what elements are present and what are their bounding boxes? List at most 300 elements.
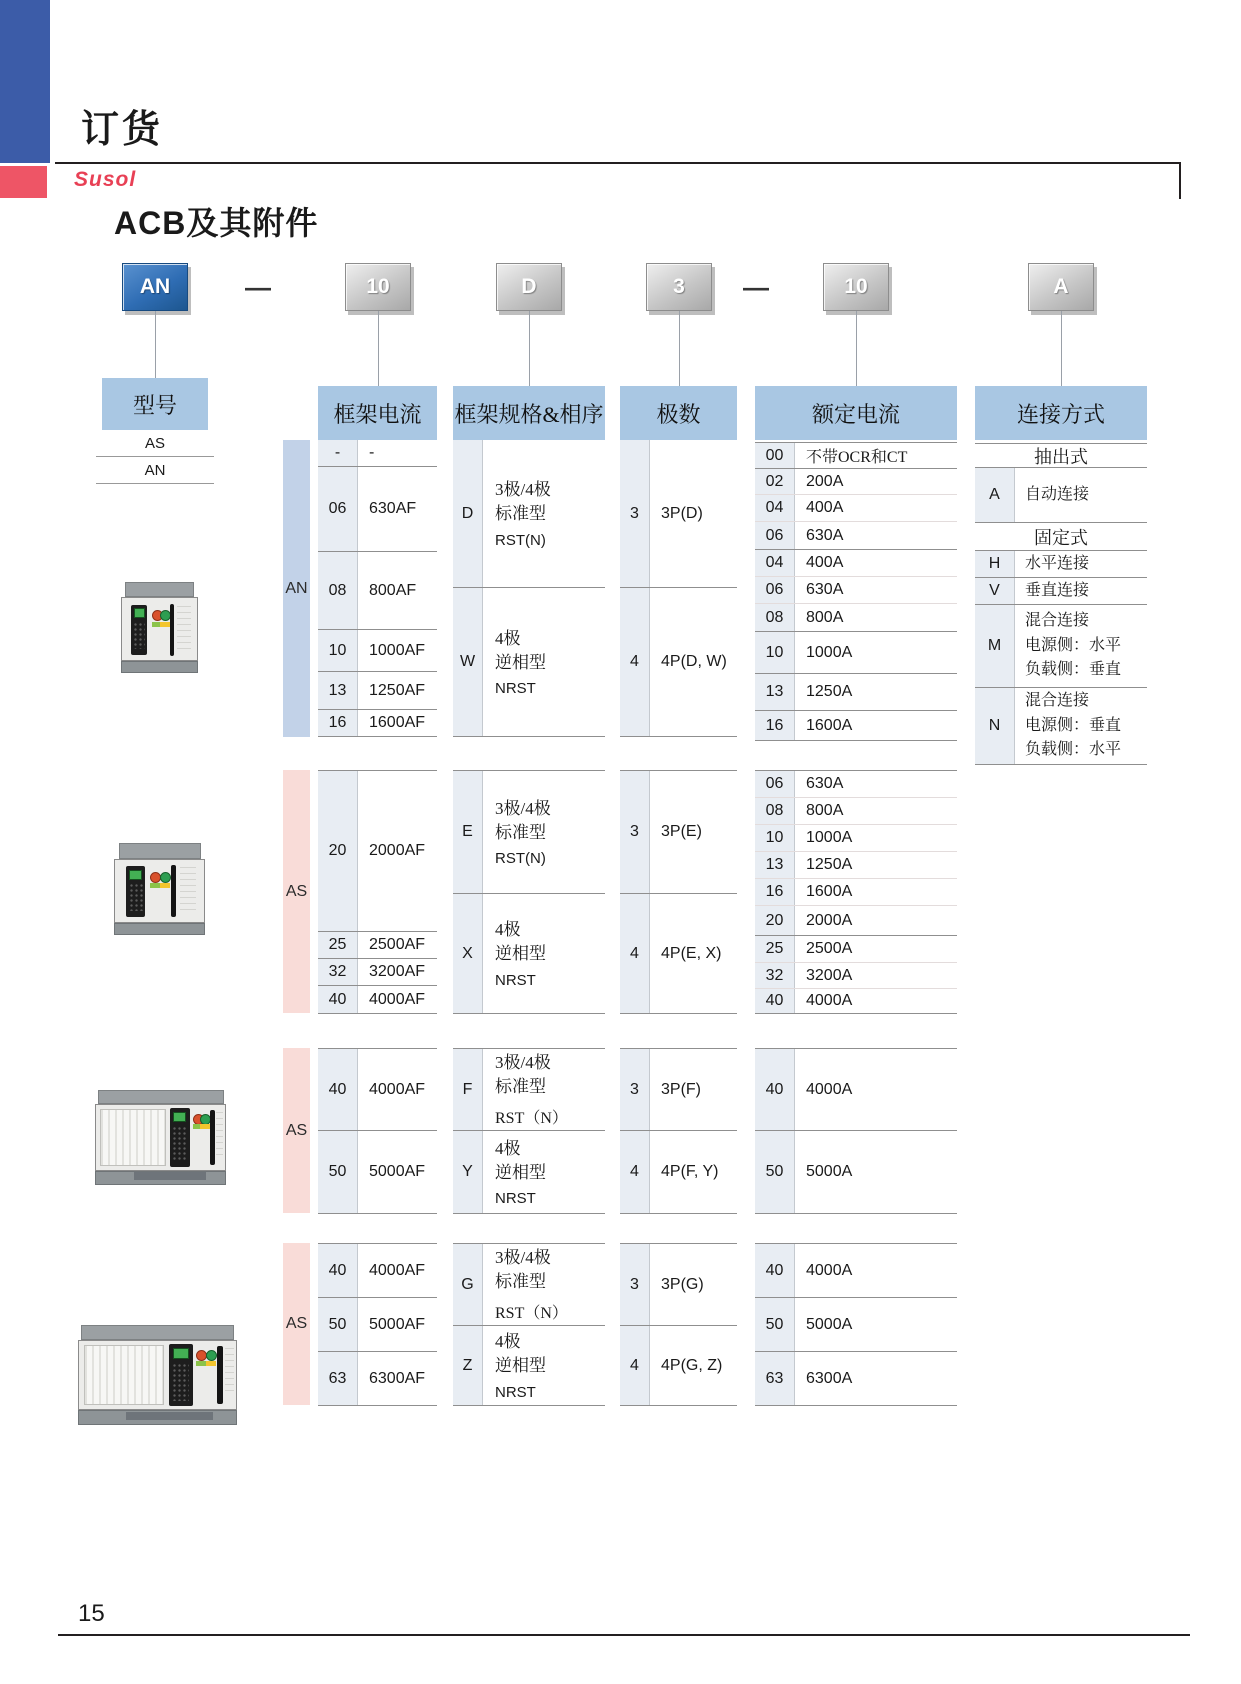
- connection-desc: [1015, 605, 1147, 687]
- rated-current-code: 08: [755, 798, 795, 824]
- frame-spec-desc-line: 4极: [495, 1138, 521, 1158]
- frame-current-value: 4000AF: [358, 1244, 437, 1297]
- frame-current-value: 3200AF: [358, 959, 437, 985]
- poles-code: 3: [620, 1049, 650, 1130]
- rated-current-value: 5000A: [795, 1131, 957, 1213]
- rated-current-row: [755, 495, 957, 522]
- connection-desc-line: 自动连接: [1025, 485, 1090, 503]
- rated-current-code: 40: [755, 1244, 795, 1297]
- rated-current-value: 4000A: [795, 989, 957, 1013]
- rated-current-value: 1600A: [795, 879, 957, 905]
- order-code-box-an: AN: [122, 263, 188, 311]
- rated-current-value: 1250A: [795, 674, 957, 710]
- rated-current-value: 6300A: [795, 1352, 957, 1405]
- breaker-display-screen: [173, 1112, 186, 1122]
- breaker-bottom-rail: [121, 661, 198, 673]
- breaker-rating-label: [177, 606, 191, 650]
- order-code-box-3: 3: [646, 263, 712, 311]
- frame-current-code: 40: [318, 986, 358, 1013]
- rated-current-row: [755, 711, 957, 741]
- frame-spec-code: D: [453, 440, 483, 587]
- poles-value: 3P(D): [650, 440, 737, 587]
- poles-code: 4: [620, 1326, 650, 1405]
- column-header-frame-spec: 框架规格&相序: [453, 386, 605, 440]
- rated-current-code: 50: [755, 1131, 795, 1213]
- frame-spec-desc-line: 标准型: [495, 504, 546, 523]
- frame-current-code: 40: [318, 1244, 358, 1297]
- rated-current-row: [755, 936, 957, 963]
- frame-current-row: [318, 672, 437, 710]
- frame-spec-desc-line: 逆相型: [495, 1162, 546, 1182]
- frame-spec-row: [453, 894, 605, 1014]
- frame-current-code: 06: [318, 467, 358, 551]
- rated-current-code: 10: [755, 632, 795, 673]
- order-code-connector: [679, 311, 680, 386]
- frame-spec-row: [453, 1131, 605, 1214]
- rated-current-row: [755, 522, 957, 550]
- acb-product-photo-3: [95, 1090, 226, 1185]
- breaker-on-button: [206, 1350, 217, 1361]
- order-code-dash: —: [743, 271, 769, 302]
- rated-current-value: 不带OCR和CT: [795, 443, 957, 468]
- rated-current-code: 13: [755, 674, 795, 710]
- frame-spec-code: X: [453, 894, 483, 1013]
- frame-spec-code: F: [453, 1049, 483, 1130]
- breaker-keypad: [133, 622, 145, 649]
- connection-desc: [1015, 688, 1147, 764]
- breaker-rating-label: [225, 1348, 234, 1393]
- frame-spec-desc: [483, 1049, 605, 1130]
- breaker-top-cap: [98, 1090, 224, 1104]
- frame-current-row: [318, 1049, 437, 1131]
- order-code-box-d: D: [496, 263, 562, 311]
- poles-value: 4P(D, W): [650, 588, 737, 736]
- frame-current-code: 16: [318, 710, 358, 736]
- frame-current-value: 6300AF: [358, 1352, 437, 1405]
- rated-current-row: [755, 550, 957, 577]
- frame-current-row: [318, 467, 437, 552]
- breaker-keypad: [172, 1126, 186, 1162]
- rated-current-code: 20: [755, 906, 795, 935]
- poles-code: 4: [620, 1131, 650, 1213]
- rated-current-value: 1600A: [795, 711, 957, 740]
- rated-current-row: [755, 906, 957, 936]
- rated-current-value: 1000A: [795, 632, 957, 673]
- frame-spec-desc: [483, 894, 605, 1013]
- rated-current-code: 40: [755, 989, 795, 1013]
- frame-current-row: [318, 552, 437, 630]
- rated-current-row: [755, 1244, 957, 1298]
- frame-spec-desc: [483, 588, 605, 736]
- frame-spec-tag: RST(N): [495, 850, 546, 868]
- frame-spec-row: [453, 440, 605, 588]
- frame-spec-code: Z: [453, 1326, 483, 1405]
- breaker-rating-label: [180, 867, 196, 911]
- connection-desc-line: 混合连接: [1025, 611, 1090, 629]
- breaker-handle-stripe: [170, 604, 174, 656]
- rated-current-row: [755, 632, 957, 674]
- poles-code: 3: [620, 1244, 650, 1325]
- frame-current-row: [318, 630, 437, 672]
- rated-current-code: 32: [755, 963, 795, 988]
- frame-spec-code: G: [453, 1244, 483, 1325]
- frame-spec-desc-line: 逆相型: [495, 944, 546, 963]
- connection-group-固定式: 固定式: [975, 523, 1147, 551]
- rated-current-value: 800A: [795, 798, 957, 824]
- frame-current-code: 50: [318, 1131, 358, 1213]
- breaker-indicator-green: [150, 883, 160, 888]
- breaker-display-screen: [173, 1348, 189, 1359]
- frame-current-table: [318, 1048, 437, 1214]
- order-code-box-10: 10: [345, 263, 411, 311]
- poles-value: 4P(F, Y): [650, 1131, 737, 1213]
- breaker-indicator-yellow: [160, 883, 170, 888]
- footer-rule: [58, 1634, 1190, 1636]
- breaker-indicator-green: [196, 1361, 206, 1366]
- rated-current-code: 40: [755, 1049, 795, 1130]
- rated-current-row: [755, 604, 957, 632]
- breaker-indicator-yellow: [200, 1124, 210, 1129]
- frame-spec-table: [453, 1243, 605, 1406]
- model-option-an: AN: [96, 457, 214, 484]
- connection-desc: [1015, 468, 1147, 522]
- frame-spec-code: Y: [453, 1131, 483, 1213]
- rated-current-row: [755, 674, 957, 711]
- connection-option-v: [975, 578, 1147, 605]
- rated-current-table: [755, 770, 957, 1014]
- poles-code: 3: [620, 440, 650, 587]
- connection-desc-line: 电源侧：水平: [1025, 636, 1122, 654]
- frame-spec-desc-line: 逆相型: [495, 1356, 546, 1375]
- poles-value: 3P(F): [650, 1049, 737, 1130]
- rated-current-row: [755, 1298, 957, 1352]
- connection-code: M: [975, 605, 1015, 687]
- connection-code: V: [975, 578, 1015, 604]
- frame-current-value: 4000AF: [358, 986, 437, 1013]
- rated-current-row: [755, 1352, 957, 1406]
- rated-current-code: 06: [755, 577, 795, 603]
- frame-spec-table: [453, 770, 605, 1014]
- frame-current-row: [318, 932, 437, 959]
- frame-spec-tag: RST(N): [495, 531, 546, 549]
- corner-accent-blue: [0, 0, 50, 163]
- rated-current-value: 400A: [795, 495, 957, 521]
- connection-option-a: [975, 468, 1147, 523]
- frame-spec-row: [453, 1244, 605, 1326]
- connection-code: N: [975, 688, 1015, 764]
- rated-current-value: 3200A: [795, 963, 957, 988]
- poles-row: [620, 1326, 737, 1406]
- model-band-as: AS: [283, 1048, 310, 1213]
- poles-code: 3: [620, 771, 650, 893]
- rated-current-code: 63: [755, 1352, 795, 1405]
- frame-spec-desc: [483, 1326, 605, 1405]
- frame-spec-desc-line: 4极: [495, 1332, 521, 1352]
- poles-row: [620, 771, 737, 894]
- model-band-as: AS: [283, 770, 310, 1013]
- rated-current-row: [755, 577, 957, 604]
- model-option-as: AS: [96, 430, 214, 457]
- poles-row: [620, 440, 737, 588]
- breaker-top-cap: [125, 582, 194, 597]
- page-number: 15: [78, 1600, 105, 1627]
- order-code-connector: [856, 311, 857, 386]
- rated-current-row: [755, 798, 957, 825]
- frame-spec-code: E: [453, 771, 483, 893]
- connection-desc-line: 混合连接: [1025, 691, 1090, 709]
- frame-current-code: 10: [318, 630, 358, 671]
- rated-current-value: 200A: [795, 469, 957, 494]
- column-header-frame-current: 框架电流: [318, 386, 437, 440]
- acb-product-photo-2: [114, 843, 205, 935]
- breaker-ribbed-cover: [100, 1109, 166, 1166]
- frame-current-value: 630AF: [358, 467, 437, 551]
- frame-spec-desc-line: 3极/4极: [495, 798, 551, 818]
- rated-current-value: 2500A: [795, 936, 957, 962]
- frame-current-code: 40: [318, 1049, 358, 1130]
- rated-current-row: [755, 443, 957, 469]
- frame-current-value: 4000AF: [358, 1049, 437, 1130]
- order-code-connector: [529, 311, 530, 386]
- frame-spec-desc-line: 3极/4极: [495, 1248, 551, 1268]
- frame-spec-desc-line: 标准型: [495, 822, 546, 842]
- section-title: 订货: [81, 109, 164, 151]
- rated-current-code: 06: [755, 771, 795, 797]
- poles-table: [620, 1243, 737, 1406]
- rated-current-code: 16: [755, 711, 795, 740]
- rated-current-value: 400A: [795, 550, 957, 576]
- breaker-rating-label: [216, 1112, 223, 1155]
- rated-current-row: [755, 852, 957, 879]
- frame-spec-tag: RST（N）: [495, 1109, 568, 1127]
- frame-spec-desc: [483, 1131, 605, 1213]
- frame-current-code: 25: [318, 932, 358, 958]
- frame-current-value: 2000AF: [358, 771, 437, 931]
- rated-current-code: 13: [755, 852, 795, 878]
- rated-current-row: [755, 469, 957, 495]
- model-band-an: AN: [283, 440, 310, 737]
- rated-current-value: 630A: [795, 577, 957, 603]
- frame-current-row: [318, 1131, 437, 1214]
- connection-desc: [1015, 551, 1147, 577]
- rated-current-value: 4000A: [795, 1244, 957, 1297]
- rated-current-code: 04: [755, 495, 795, 521]
- connection-desc-line: 电源侧：垂直: [1025, 716, 1122, 734]
- frame-spec-desc-line: 4极: [495, 628, 521, 648]
- breaker-top-cap: [81, 1325, 234, 1340]
- frame-spec-tag: NRST: [495, 1190, 536, 1208]
- frame-spec-code: W: [453, 588, 483, 736]
- frame-current-value: 1600AF: [358, 710, 437, 736]
- column-header-poles: 极数: [620, 386, 737, 440]
- connection-desc-line: 负载侧：垂直: [1025, 661, 1122, 679]
- acb-product-photo-1: [121, 582, 198, 673]
- connection-desc-line: 垂直连接: [1025, 581, 1090, 599]
- breaker-keypad: [172, 1363, 189, 1401]
- frame-current-value: 5000AF: [358, 1131, 437, 1213]
- breaker-indicator-yellow: [206, 1361, 216, 1366]
- poles-code: 4: [620, 588, 650, 736]
- frame-spec-row: [453, 771, 605, 894]
- frame-spec-desc: [483, 771, 605, 893]
- poles-row: [620, 1244, 737, 1326]
- frame-current-code: 32: [318, 959, 358, 985]
- connection-code: A: [975, 468, 1015, 522]
- rated-current-code: 25: [755, 936, 795, 962]
- frame-spec-desc: [483, 1244, 605, 1325]
- rated-current-value: 1250A: [795, 852, 957, 878]
- frame-spec-row: [453, 1326, 605, 1406]
- page-title: ACB及其附件: [114, 205, 319, 241]
- poles-value: 3P(E): [650, 771, 737, 893]
- frame-current-row: [318, 959, 437, 986]
- poles-code: 4: [620, 894, 650, 1013]
- rated-current-row: [755, 989, 957, 1014]
- frame-current-value: 1000AF: [358, 630, 437, 671]
- rated-current-row: [755, 825, 957, 852]
- frame-current-code: 63: [318, 1352, 358, 1405]
- breaker-handle-stripe: [217, 1346, 223, 1404]
- frame-spec-desc-line: 逆相型: [495, 652, 546, 672]
- breaker-on-button: [160, 872, 171, 883]
- rated-current-code: 02: [755, 469, 795, 494]
- frame-current-row: [318, 771, 437, 932]
- rated-current-code: 16: [755, 879, 795, 905]
- poles-value: 3P(G): [650, 1244, 737, 1325]
- frame-current-row: [318, 440, 437, 467]
- rated-current-row: [755, 963, 957, 989]
- model-band-as: AS: [283, 1243, 310, 1405]
- frame-current-value: 2500AF: [358, 932, 437, 958]
- rated-current-code: 10: [755, 825, 795, 851]
- connection-code: H: [975, 551, 1015, 577]
- frame-spec-table: [453, 1048, 605, 1214]
- brand-logo: Susol: [74, 168, 137, 191]
- order-code-dash: —: [245, 271, 271, 302]
- breaker-handle-stripe: [171, 865, 176, 917]
- frame-current-code: 13: [318, 672, 358, 709]
- frame-current-row: [318, 1244, 437, 1298]
- rated-current-row: [755, 1049, 957, 1131]
- frame-current-value: 5000AF: [358, 1298, 437, 1351]
- frame-current-row: [318, 986, 437, 1014]
- order-code-connector: [155, 311, 156, 378]
- breaker-indicator-yellow: [160, 622, 170, 627]
- breaker-display-screen: [129, 870, 142, 880]
- poles-table: [620, 770, 737, 1014]
- frame-current-value: 1250AF: [358, 672, 437, 709]
- rated-current-code: 00: [755, 443, 795, 468]
- frame-spec-table: [453, 440, 605, 737]
- rated-current-code: 50: [755, 1298, 795, 1351]
- frame-spec-row: [453, 1049, 605, 1131]
- frame-current-code: 20: [318, 771, 358, 931]
- rated-current-value: 2000A: [795, 906, 957, 935]
- frame-current-code: 50: [318, 1298, 358, 1351]
- poles-value: 4P(E, X): [650, 894, 737, 1013]
- breaker-rail-bar: [126, 1412, 213, 1420]
- column-header-rated-current: 额定电流: [755, 386, 957, 440]
- rated-current-value: 4000A: [795, 1049, 957, 1130]
- frame-current-code: -: [318, 440, 358, 466]
- poles-row: [620, 1049, 737, 1131]
- acb-product-photo-4: [78, 1325, 237, 1425]
- frame-spec-desc-line: 3极/4极: [495, 1053, 551, 1073]
- order-code-box-a: A: [1028, 263, 1094, 311]
- poles-table: [620, 1048, 737, 1214]
- rated-current-value: 630A: [795, 522, 957, 549]
- frame-spec-desc-line: 标准型: [495, 1272, 546, 1291]
- frame-spec-desc-line: 标准型: [495, 1077, 546, 1096]
- frame-current-value: -: [358, 440, 437, 466]
- frame-current-table: [318, 1243, 437, 1406]
- rated-current-row: [755, 879, 957, 906]
- corner-accent-red: [0, 166, 47, 198]
- breaker-display-screen: [134, 608, 145, 618]
- poles-row: [620, 1131, 737, 1214]
- rated-current-value: 800A: [795, 604, 957, 631]
- frame-spec-tag: NRST: [495, 971, 536, 989]
- frame-spec-tag: RST（N）: [495, 1304, 568, 1322]
- frame-current-code: 08: [318, 552, 358, 629]
- column-header-model: 型号: [102, 378, 208, 430]
- connection-desc: [1015, 578, 1147, 604]
- frame-current-table: [318, 440, 437, 737]
- rated-current-value: 5000A: [795, 1298, 957, 1351]
- frame-current-table: [318, 770, 437, 1014]
- breaker-handle-stripe: [210, 1110, 215, 1165]
- connection-option-h: [975, 551, 1147, 578]
- frame-current-row: [318, 710, 437, 737]
- rated-current-value: 630A: [795, 771, 957, 797]
- connection-desc-line: 水平连接: [1025, 554, 1090, 572]
- frame-spec-tag: NRST: [495, 680, 536, 698]
- frame-spec-tag: NRST: [495, 1383, 536, 1401]
- frame-spec-row: [453, 588, 605, 737]
- order-code-connector: [378, 311, 379, 386]
- frame-current-row: [318, 1352, 437, 1406]
- breaker-top-cap: [119, 843, 201, 859]
- rated-current-code: 06: [755, 522, 795, 549]
- rated-current-value: 1000A: [795, 825, 957, 851]
- poles-row: [620, 588, 737, 737]
- rated-current-table: [755, 1243, 957, 1406]
- frame-current-value: 800AF: [358, 552, 437, 629]
- rated-current-row: [755, 1131, 957, 1214]
- connection-option-m: [975, 605, 1147, 688]
- rated-current-table: [755, 1048, 957, 1214]
- frame-spec-desc-line: 3极/4极: [495, 480, 551, 500]
- frame-current-row: [318, 1298, 437, 1352]
- poles-table: [620, 440, 737, 737]
- poles-value: 4P(G, Z): [650, 1326, 737, 1405]
- order-code-connector: [1061, 311, 1062, 386]
- breaker-keypad: [129, 883, 143, 911]
- rated-current-row: [755, 771, 957, 798]
- frame-spec-desc: [483, 440, 605, 587]
- breaker-rail-bar: [134, 1172, 206, 1180]
- rated-current-code: 04: [755, 550, 795, 576]
- connection-option-n: [975, 688, 1147, 765]
- header-rule: [55, 162, 1181, 164]
- rated-current-code: 08: [755, 604, 795, 631]
- breaker-ribbed-cover: [84, 1345, 164, 1405]
- breaker-bottom-rail: [114, 923, 205, 935]
- column-header-connection: 连接方式: [975, 386, 1147, 440]
- rated-current-table: [755, 442, 957, 741]
- poles-row: [620, 894, 737, 1014]
- order-code-box-10: 10: [823, 263, 889, 311]
